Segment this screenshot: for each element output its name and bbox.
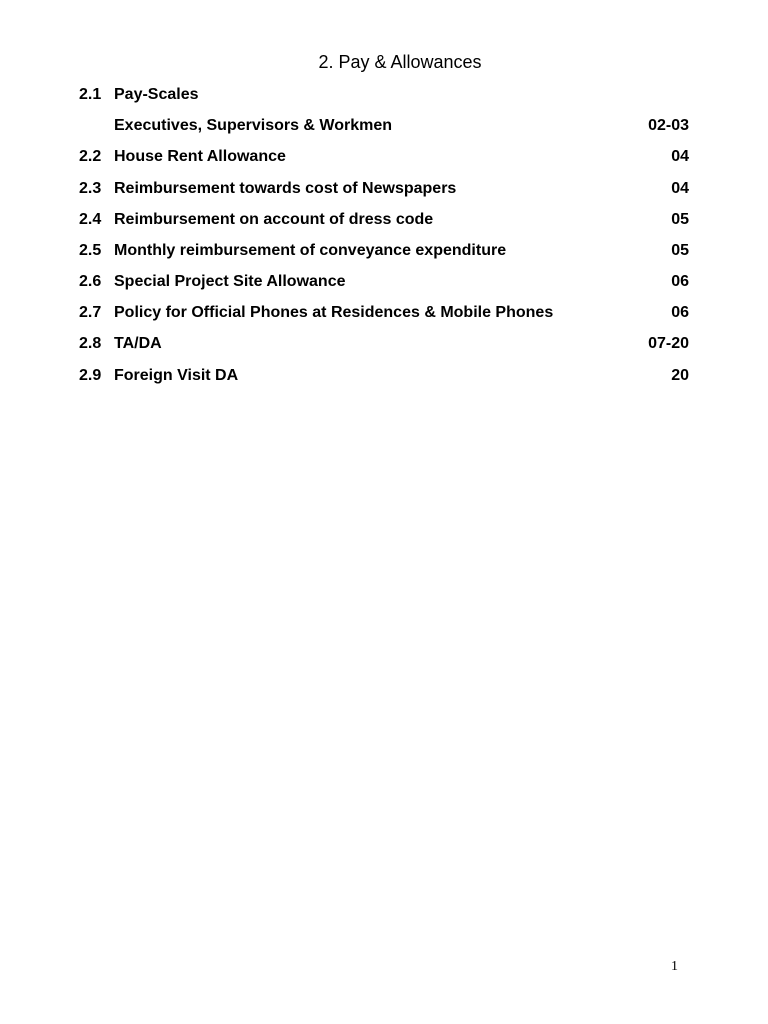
toc-entry-label: Pay-Scales	[114, 86, 199, 103]
toc-entry-newspapers-reimbursement	[0, 178, 768, 200]
toc-entry-number: 2.7	[79, 304, 102, 321]
toc-entry-page: 04	[671, 148, 689, 165]
toc-entry-ta-da	[0, 333, 768, 355]
toc-entry-number: 2.3	[79, 180, 102, 197]
toc-entry-page: 02-03	[648, 117, 689, 134]
footer-page-number: 1	[671, 959, 678, 974]
toc-entry-foreign-visit-da	[0, 365, 768, 387]
toc-entry-house-rent-allowance	[0, 146, 768, 168]
toc-entry-label: Special Project Site Allowance	[114, 273, 346, 290]
toc-entry-label: Foreign Visit DA	[114, 367, 239, 384]
toc-entry-number: 2.9	[79, 367, 102, 384]
toc-entry-pay-scales	[0, 84, 768, 106]
toc-entry-number: 2.5	[79, 242, 102, 259]
toc-entry-label: Reimbursement on account of dress code	[114, 211, 434, 228]
toc-entry-special-project-site-allowance	[0, 271, 768, 293]
toc-entry-label: Monthly reimbursement of conveyance expenditure	[114, 242, 507, 259]
toc-entry-number: 2.8	[79, 335, 102, 352]
toc-entry-page: 05	[671, 242, 689, 259]
toc-entry-conveyance-reimbursement	[0, 240, 768, 262]
toc-entry-number: 2.1	[79, 86, 102, 103]
toc-entry-number: 2.4	[79, 211, 102, 228]
toc-entry-number: 2.2	[79, 148, 102, 165]
toc-entry-page: 20	[671, 367, 689, 384]
toc-entry-label: Executives, Supervisors & Workmen	[114, 117, 393, 134]
toc-entry-official-phones-policy	[0, 302, 768, 324]
toc-entry-page: 06	[671, 273, 689, 290]
toc-entry-number: 2.6	[79, 273, 102, 290]
toc-entry-executives-supervisors-workmen	[0, 115, 768, 137]
toc-entry-label: Policy for Official Phones at Residences & Mobile Phones	[114, 304, 554, 321]
toc-entry-page: 05	[671, 211, 689, 228]
toc-entry-page: 04	[671, 180, 689, 197]
toc-entry-page: 07-20	[648, 335, 689, 352]
toc-entry-dress-code-reimbursement	[0, 209, 768, 231]
toc-entry-label: Reimbursement towards cost of Newspapers	[114, 180, 457, 197]
page-title: 2. Pay & Allowances	[318, 52, 482, 72]
toc-entry-label: House Rent Allowance	[114, 148, 286, 165]
toc-entry-label: TA/DA	[114, 335, 162, 352]
toc-entry-page: 06	[671, 304, 689, 321]
